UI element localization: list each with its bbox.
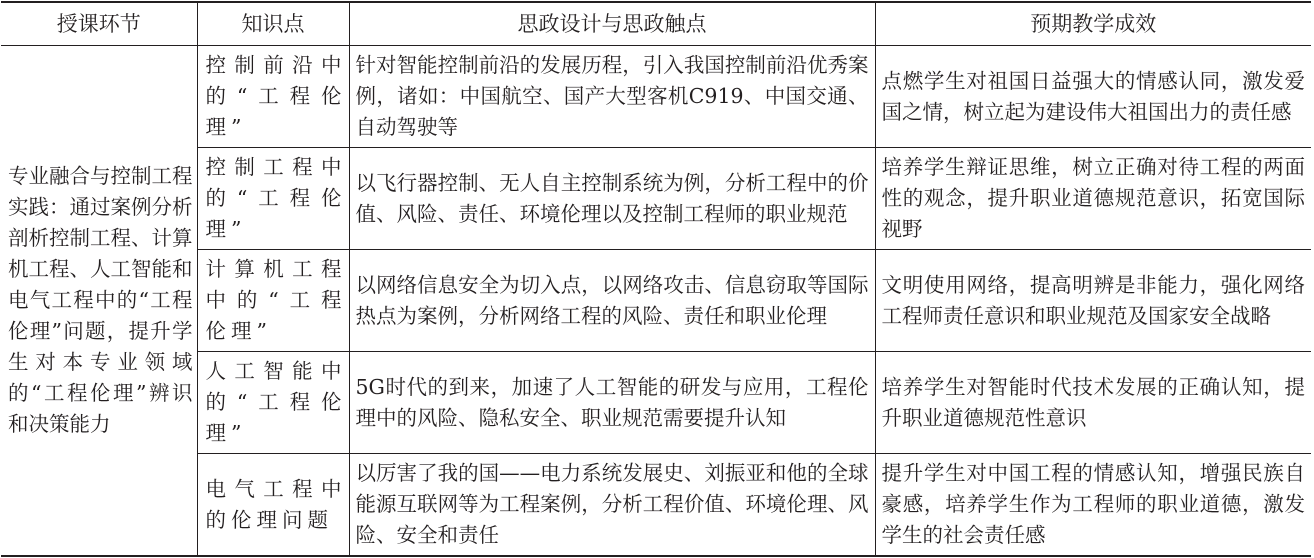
ideological-course-design-table xyxy=(1,1,1311,557)
knowledge-point-cell: 电气工程中的伦理问题 xyxy=(197,454,349,557)
design-cell: 以厉害了我的国——电力系统发展史、刘振亚和他的全球能源互联网等为工程案例，分析工程价值、环境伦理、风险、安全和责任 xyxy=(349,454,875,557)
table-row xyxy=(1,454,1311,557)
table-row xyxy=(1,148,1311,250)
knowledge-point-cell: 计算机工程中的“工程伦理” xyxy=(197,250,349,352)
knowledge-point-cell: 控制工程中的“工程伦理” xyxy=(197,148,349,250)
header-ideological-design: 思政设计与思政触点 xyxy=(349,2,875,46)
outcome-cell: 提升学生对中国工程的情感认知，增强民族自豪感，培养学生作为工程师的职业道德，激发学生的社会责任感 xyxy=(875,454,1311,557)
design-cell: 5G时代的到来，加速了人工智能的研发与应用，工程伦理中的风险、隐私安全、职业规范需要提升认知 xyxy=(349,352,875,454)
teaching-stage-cell: 专业融合与控制工程实践：通过案例分析剖析控制工程、计算机工程、人工智能和电气工程中的“工程伦理”问题，提升学生对本专业领域的“工程伦理”辨识和决策能力 xyxy=(1,46,197,557)
outcome-cell: 文明使用网络，提高明辨是非能力，强化网络工程师责任意识和职业规范及国家安全战略 xyxy=(875,250,1311,352)
design-cell: 以飞行器控制、无人自主控制系统为例，分析工程中的价值、风险、责任、环境伦理以及控制工程师的职业规范 xyxy=(349,148,875,250)
header-teaching-stage: 授课环节 xyxy=(1,2,197,46)
header-knowledge-point: 知识点 xyxy=(197,2,349,46)
knowledge-point-cell: 人工智能中的“工程伦理” xyxy=(197,352,349,454)
outcome-cell: 培养学生对智能时代技术发展的正确认知，提升职业道德规范性意识 xyxy=(875,352,1311,454)
knowledge-point-cell: 控制前沿中的“工程伦理” xyxy=(197,46,349,148)
table-row xyxy=(1,46,1311,148)
table-header-row xyxy=(1,2,1311,46)
table-row xyxy=(1,250,1311,352)
design-cell: 针对智能控制前沿的发展历程，引入我国控制前沿优秀案例，诸如：中国航空、国产大型客机C919、中国交通、自动驾驶等 xyxy=(349,46,875,148)
header-expected-outcome: 预期教学成效 xyxy=(875,2,1311,46)
design-cell: 以网络信息安全为切入点，以网络攻击、信息窃取等国际热点为案例，分析网络工程的风险、责任和职业伦理 xyxy=(349,250,875,352)
outcome-cell: 培养学生辩证思维，树立正确对待工程的两面性的观念，提升职业道德规范意识，拓宽国际视野 xyxy=(875,148,1311,250)
table-row xyxy=(1,352,1311,454)
outcome-cell: 点燃学生对祖国日益强大的情感认同，激发爱国之情，树立起为建设伟大祖国出力的责任感 xyxy=(875,46,1311,148)
